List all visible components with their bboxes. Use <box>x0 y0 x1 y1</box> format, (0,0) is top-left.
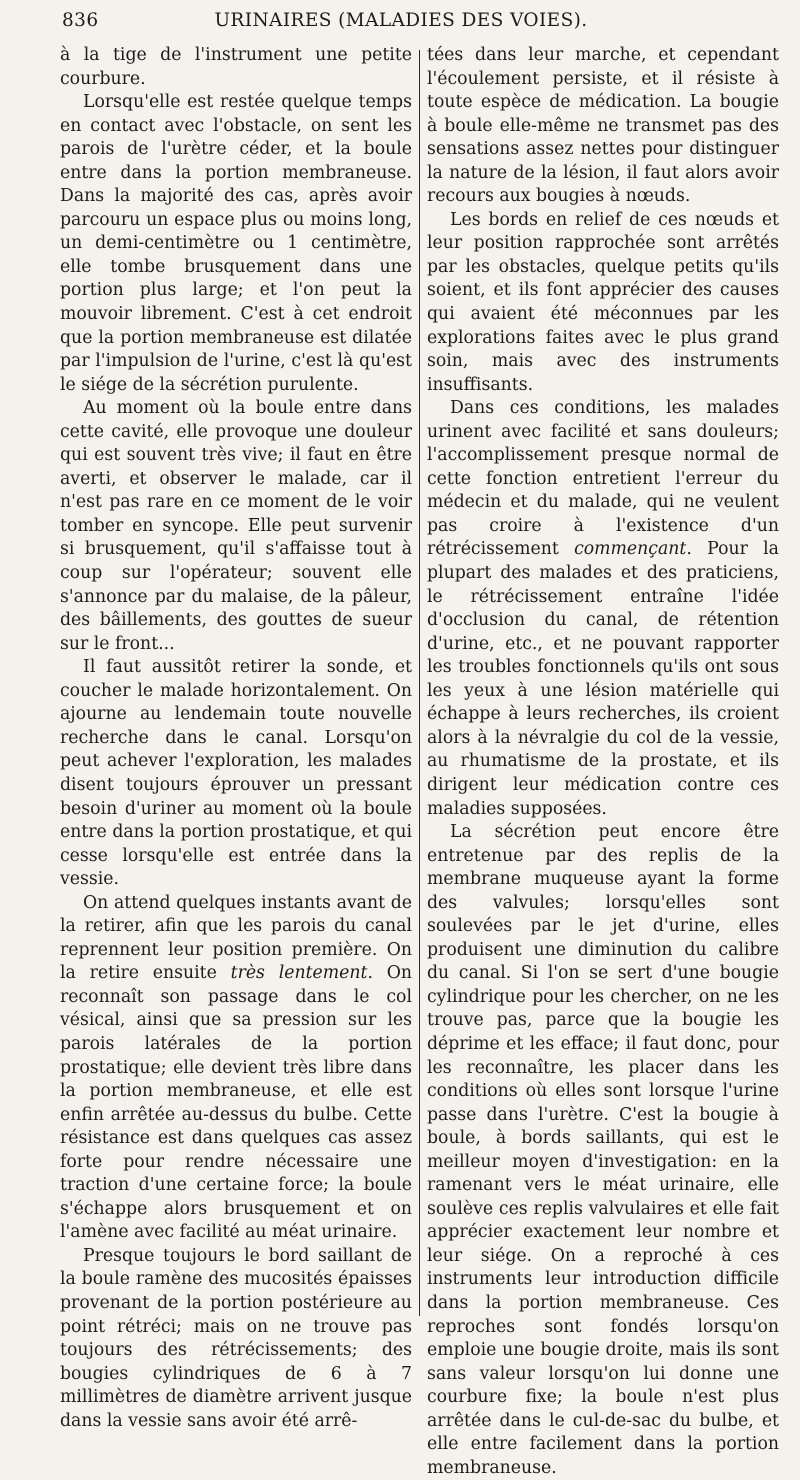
paragraph: tées dans leur marche, et cependant l'écoulement persiste, et il résiste à toute espèce de médication. La bougie à boule elle-même ne transmet pas des sensations assez nettes pour distinguer la nature de la lésion, il faut alors avoir recours aux bougies à nœuds. <box>427 45 779 207</box>
text-run: On attend quelques instants avant de la retirer, afin que les parois du canal reprennent leur position première. On la retire ensuite <box>60 892 412 984</box>
paragraph: Il faut aussitôt retirer la sonde, et coucher le malade horizontalement. On ajourne au lendemain toute nouvelle recherche dans le canal. Lorsqu'on peut achever l'exploration, les malades disent toujours éprouver un pressant besoin d'uriner au moment où la boule entre dans la portion prostatique, et qui cesse lorsqu'elle est entrée dans la vessie. <box>60 657 412 890</box>
paragraph <box>427 397 779 821</box>
paragraph: Lorsqu'elle est restée quelque temps en contact avec l'obstacle, on sent les parois de l'urètre céder, et la boule entre dans la portion membraneuse. Dans la majorité des cas, après avoir parcouru un espace plus ou moins long, un demi-centimètre ou 1 centimètre, elle tombe brusquement dans une portion plus large; et l'on peut la mouvoir librement. C'est à cet endroit que la portion membraneuse est dilatée par l'impulsion de l'urine, c'est là qu'est le siége de la sécrétion purulente. <box>60 92 412 395</box>
paragraph: Au moment où la boule entre dans cette cavité, elle provoque une douleur qui est souvent très vive; il faut en être averti, et observer le malade, car il n'est pas rare en ce moment de le voir tomber en syncope. Elle peut survenir si brusquement, qu'il s'affaisse tout à coup sur l'opérateur; souvent elle s'annonce par du malaise, de la pâleur, des bâillements, des gouttes de sueur sur le front... <box>60 398 412 654</box>
text-run: . Pour la plupart des malades et des praticiens, le rétrécissement entraîne l'idée d'occlusion du canal, de rétention d'urine, etc., et ne pouvant rapporter les troubles fonctionnels qu'ils ont sous les yeux à une lésion matérielle qui échappe à leurs recherches, ils croient alors à la névralgie du col de la vessie, au rhumatisme de la prostate, et ils dirigent leur médication contre ces maladies supposées. <box>427 539 779 819</box>
text-run: Dans ces conditions, les malades urinent avec facilité et sans douleurs; l'accomplissement presque normal de cette fonction entretient l'erreur du médecin et du malade, qui ne veulent pas croire à l'existence d'un rétrécissement <box>427 398 779 560</box>
emphasis-text: très lentement <box>230 963 368 984</box>
right-column <box>427 44 779 1480</box>
page-number: 836 <box>62 10 99 31</box>
emphasis-text: commençant <box>574 539 687 560</box>
paragraph: Presque toujours le bord saillant de la boule ramène des mucosités épaisses provenant de la portion postérieure au point rétréci; mais on ne trouve pas toujours des rétrécissements; des bougies cylindriques de 6 à 7 millimètres de diamètre arrivent jusque dans la vessie sans avoir été arrê- <box>60 1245 412 1431</box>
paragraph: à la tige de l'instrument une petite courbure. <box>60 45 412 89</box>
page-header <box>62 10 740 38</box>
running-title: URINAIRES (MALADIES DES VOIES). <box>214 10 588 31</box>
paragraph: Les bords en relief de ces nœuds et leur position rapprochée sont arrêtés par les obstacles, quelque petits qu'ils soient, et ils font apprécier des causes qui avaient été méconnues par les explorations faites avec le plus grand soin, mais avec des instruments insuffisants. <box>427 209 779 395</box>
paragraph: La sécrétion peut encore être entretenue par des replis de la membrane muqueuse ayant la forme des valvules; lorsqu'elles sont soulevées par le jet d'urine, elles produisent une diminution du calibre du canal. Si l'on se sert d'une bougie cylindrique pour les chercher, on ne les trouve pas, parce que la bougie les déprime et les efface; il faut donc, pour les reconnaître, les placer dans les conditions où elles sont lorsque l'urine passe dans l'urètre. C'est la bougie à boule, à bords saillants, qui est le meilleur moyen d'investigation: en la ramenant vers le méat urinaire, elle soulève ces replis valvulaires et elle fait apprécier exactement leur nombre et leur siége. On a reproché à ces instruments leur introduction difficile dans la portion membraneuse. Ces reproches sont fondés lorsqu'on emploie une bougie droite, mais ils sont sans valeur lorsqu'on lui donne une courbure fixe; la boule n'est plus arrêtée dans le cul-de-sac du bulbe, et elle entre facilement dans la portion membraneuse. <box>427 822 779 1478</box>
column-divider <box>419 50 420 1316</box>
left-column <box>60 44 412 1433</box>
paragraph <box>60 892 412 1245</box>
text-run: . On reconnaît son passage dans le col vésical, ainsi que sa pression sur les parois latérales de la portion prostatique; elle devient très libre dans la portion membraneuse, et elle est enfin arrêtée au-dessus du bulbe. Cette résistance est dans quelques cas assez forte pour rendre nécessaire une traction d'une certaine force; la boule s'échappe alors brusquement et on l'amène avec facilité au méat urinaire. <box>60 963 412 1243</box>
